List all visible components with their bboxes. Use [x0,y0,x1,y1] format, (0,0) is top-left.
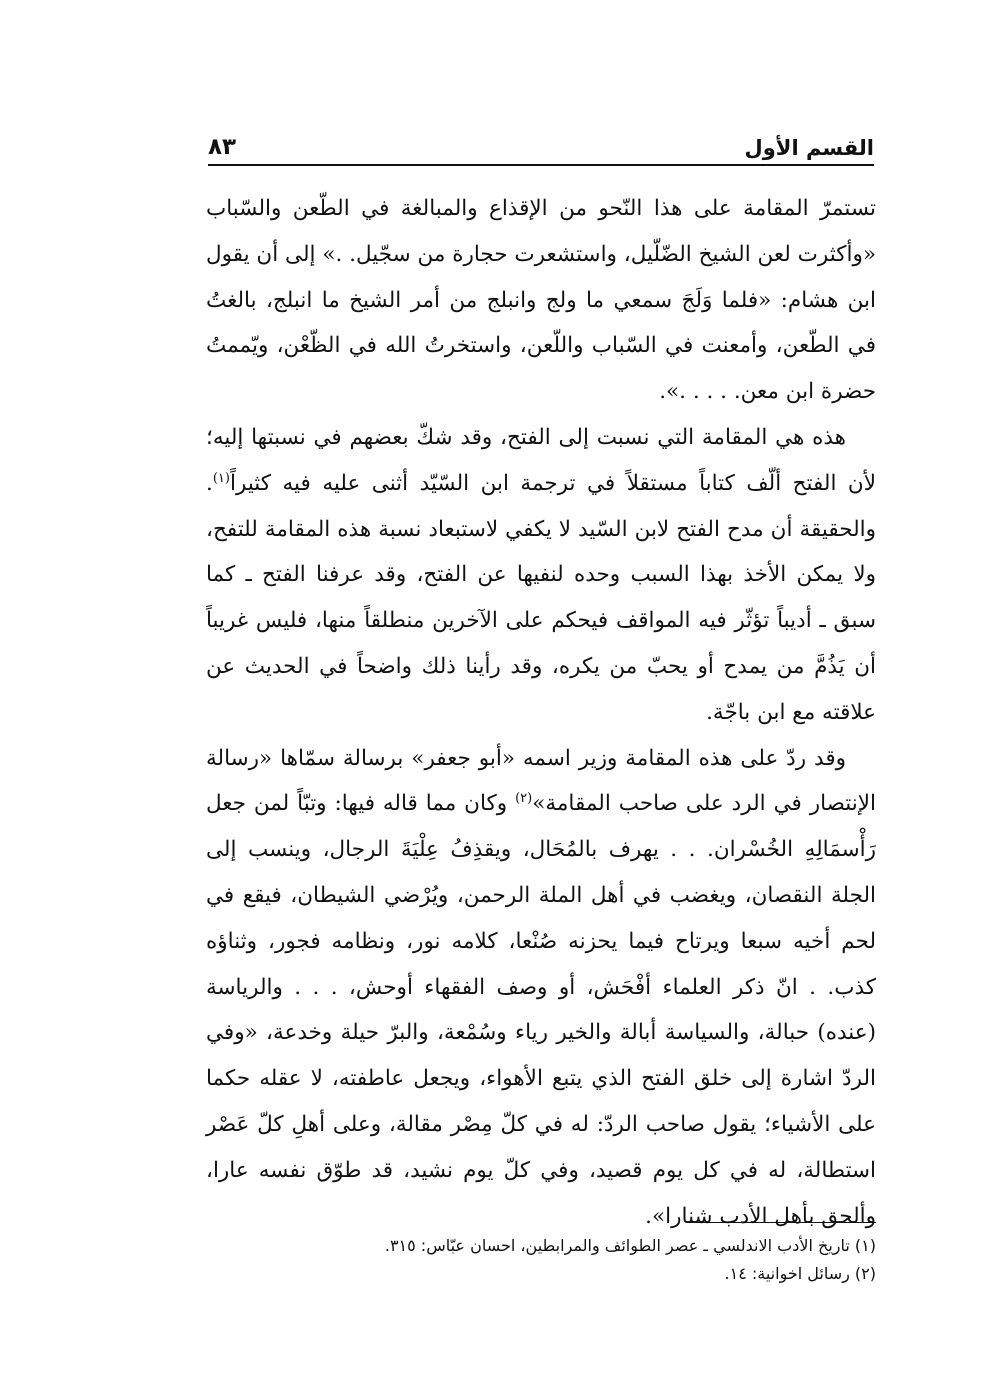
paragraph-2-part-2: . والحقيقة أن مدح الفتح لابن السّيد لا يكفي لاستبعاد نسبة هذه المقامة للتفح، ولا يمكن الأخذ بهذا السبب وحده لنفيها عن الفتح، وقد عرفنا الفتح ـ كما سبق ـ أديباً تؤثّر فيه المواقف فيحكم على الآخرين منطلقاً منها، فليس غريباً أن يَذُمَّ من يمدح أو يحبّ من يكره، وقد رأينا ذلك واضحاً في الحديث عن علاقته مع ابن باجّة. [206,470,876,725]
body-text [206,186,876,1239]
paragraph-3 [206,736,876,1240]
paragraph-2-part-1: هذه هي المقامة التي نسبت إلى الفتح، وقد شكّ بعضهم في نسبتها إليه؛ لأن الفتح ألّف كتاباً مستقلاً في ترجمة ابن السّيّد أثنى عليه فيه كثيراً [206,424,876,496]
page-number: ٨٣ [208,134,237,160]
paragraph-3-part-2: وكان مما قاله فيها: وتبّاً لمن جعل رَأْسمَالِهِ الخُسْران. . . يهرف بالمُحَال، ويقذِفُ عِلْيَةَ الرجال، وينسب إلى الجلة النقصان، ويغضب في أهل الملة الرحمن، ويُرْضي الشيطان، فيقع في لحم أخيه سبعا ويرتاح فيما يحزنه صُنْعا، كلامه نور، ونظامه فجور، وثناؤه كذب. . انّ ذكر العلماء أفْحَش، أو وصف الفقهاء أوحش، . . . والرياسة (عنده) حبالة، والسياسة أبالة والخير رياء وسُمْعة، والبرّ حيلة وخدعة، «وفي الردّ اشارة إلى خلق الفتح الذي يتبع الأهواء، ويجعل عاطفته، لا عقله حكما على الأشياء؛ يقول صاحب الردّ: له في كلّ مِصْر مقالة، وعلى أهلِ كلّ عَصْر استطالة، له في كل يوم قصيد، وفي كلّ يوم نشيد، قد طوّق نفسه عارا، وألحق بأهل الأدب شنارا». [206,791,877,1229]
section-title: القسم الأول [744,136,874,160]
paragraph-3-part-1: وقد ردّ على هذه المقامة وزير اسمه «أبو جعفر» برسالة سمّاها «رسالة الإنتصار في الرد على صاحب المقامة» [206,745,876,817]
paragraph-1: تستمرّ المقامة على هذا النّحو من الإقذاع والمبالغة في الطّعن والسّباب «وأكثرت لعن الشيخ الضّلّيل، واستشعرت حجارة من سجّيل. .» إلى أن يقول ابن هشام: «فلما وَلَجَ سمعي ما ولج وانبلج من أمر الشيخ ما انبلج، بالغتُ في الطّعن، وأمعنت في السّباب واللّعن، واستخرتُ الله في الظّعْن، ويّممتُ حضرة ابن معن. . . . .». [206,196,876,405]
running-header [208,120,874,166]
footnotes [206,1232,876,1288]
footnote-ref-1: (١) [212,470,230,486]
footnote-1: (١) تاريخ الأدب الاندلسي ـ عصر الطوائف والمرابطين، احسان عبّاس: ٣١٥. [384,1236,876,1255]
paragraph-2 [206,415,876,736]
footnote-ref-2: (٢) [515,791,533,807]
footnote-divider [686,1222,876,1223]
footnote-2: (٢) رسائل اخوانية: ١٤. [724,1264,876,1283]
